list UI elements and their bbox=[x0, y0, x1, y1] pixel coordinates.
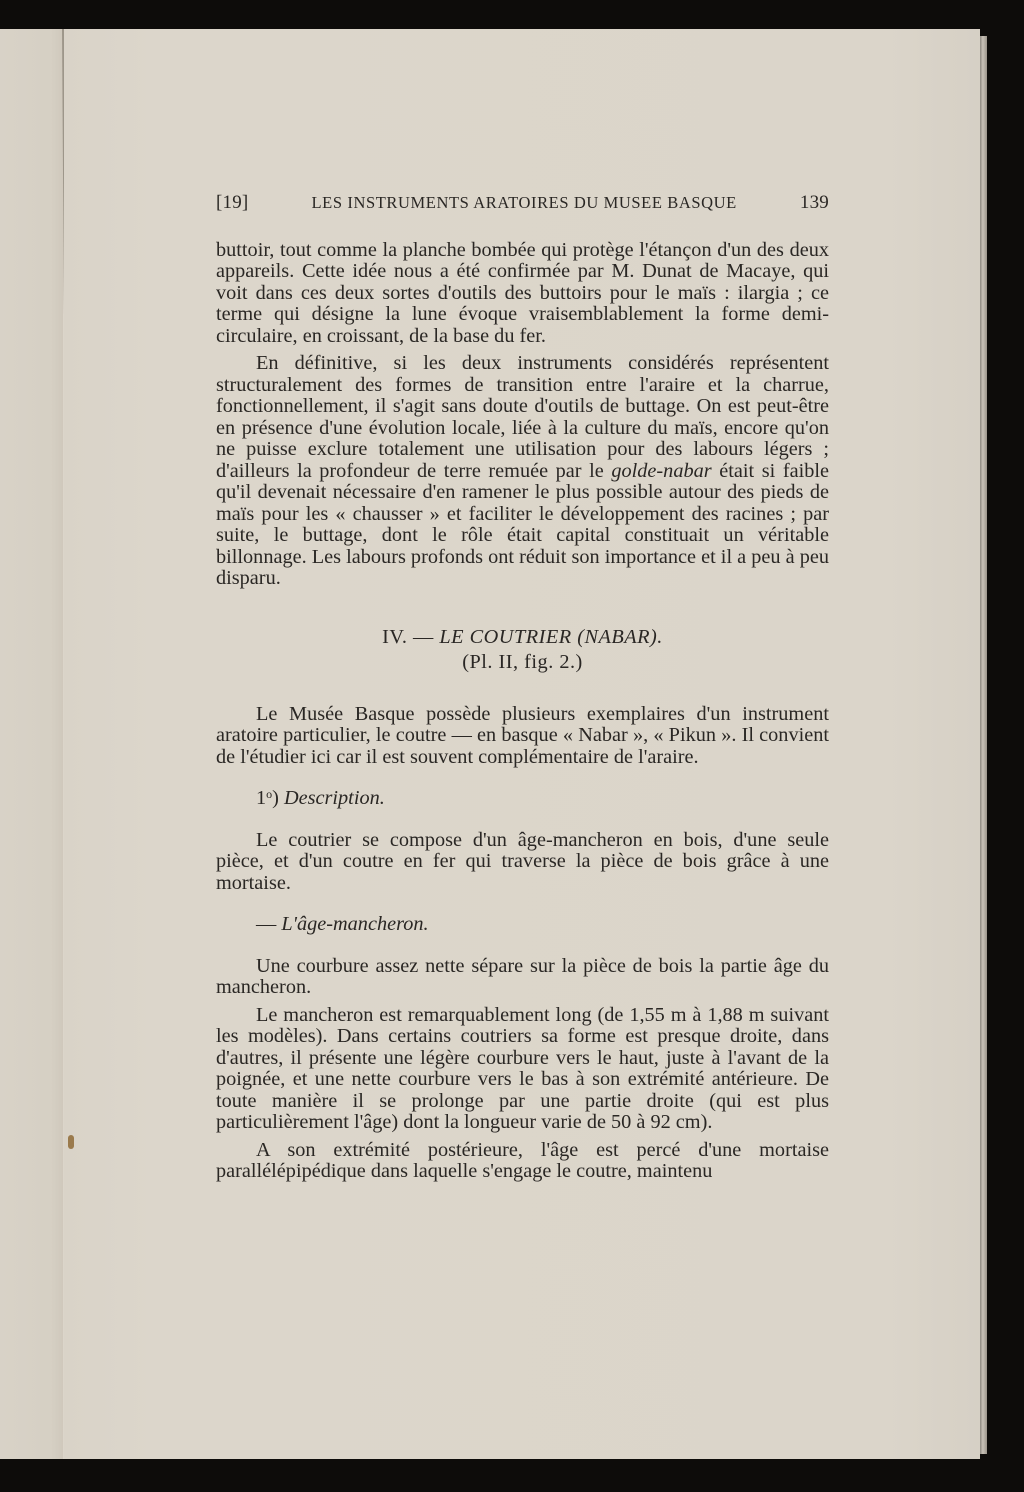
paragraph-7: A son extrémité postérieure, l'âge est percé d'une mortaise parallélépipédique dans laquelle s'engage le coutre, maintenu bbox=[216, 1138, 829, 1182]
running-head bbox=[216, 192, 829, 214]
subheading-description: 1$^o$) Description. bbox=[256, 787, 385, 809]
page-text bbox=[216, 190, 829, 1183]
paragraph-3: Le Musée Basque possède plusieurs exemplaires d'un instrument aratoire particulier, le coutre — en basque « Nabar », « Pikun ». Il convient de l'étudier ici car il est souvent complémentaire de l'araire. bbox=[216, 702, 829, 768]
left-page-edge bbox=[0, 29, 63, 1459]
section-plate-reference: (Pl. II, fig. 2.) bbox=[462, 650, 583, 673]
page-stack-edge bbox=[980, 36, 987, 1454]
running-title: LES INSTRUMENTS ARATOIRES DU MUSEE BASQUE bbox=[311, 193, 737, 212]
paragraph-4: Le coutrier se compose d'un âge-mancheron en bois, d'une seule pièce, et d'un coutre en fer qui traverse la pièce de bois grâce à une mortaise. bbox=[216, 828, 829, 894]
page-number: 139 bbox=[799, 192, 829, 213]
section-heading bbox=[216, 625, 829, 650]
section-number: IV. — bbox=[382, 625, 440, 648]
subheading-age-mancheron: — L'âge-mancheron. bbox=[256, 913, 429, 935]
paragraph-6: Le mancheron est remarquablement long (de 1,55 m à 1,88 m suivant les modèles). Dans certains coutriers sa forme est presque droite, dans d'autres, il présente une légère courbure vers le haut, juste à l'avant de la poignée, et une nette courbure vers le bas à son extrémité antérieure. De toute manière il se prolonge par une partie droite (qui est plus particulièrement l'âge) dont la longueur varie de 50 à 92 cm). bbox=[216, 1003, 829, 1133]
binding-thread-mark bbox=[68, 1135, 74, 1149]
paragraph-2: En définitive, si les deux instruments considérés représentent structuralement des formes de transition entre l'araire et la charrue, fonctionnellement, il s'agit sans doute d'outils de buttage. On est peut-être en présence d'une évolution locale, liée à la culture du maïs, encore qu'on ne puisse exclure totalement une utilisation pour des labours légers ; d'ailleurs la profondeur de terre remuée par le golde-nabar était si faible qu'il devenait nécessaire d'en ramener le plus possible autour des pieds de maïs pour les « chausser » et faciliter le développement des racines ; par suite, le buttage, dont le rôle était capital constituait un véritable billonnage. Les labours profonds ont réduit son importance et il a peu à peu disparu. bbox=[216, 352, 829, 589]
paragraph-5: Une courbure assez nette sépare sur la pièce de bois la partie âge du mancheron. bbox=[216, 954, 829, 998]
paragraph-1: buttoir, tout comme la planche bombée qui protège l'étançon d'un des deux appareils. Cette idée nous a été confirmée par M. Dunat de Macaye, qui voit dans ces deux sortes d'outils des buttoirs pour le maïs : ilargia ; ce terme qui désigne la lune évoque vraisemblablement la forme demi-circulaire, en croissant, de la base du fer. bbox=[216, 238, 829, 347]
section-reference: [19] bbox=[216, 192, 249, 213]
section-title: LE COUTRIER (NABAR). bbox=[439, 625, 663, 648]
italic-term: golde-nabar bbox=[611, 459, 712, 482]
